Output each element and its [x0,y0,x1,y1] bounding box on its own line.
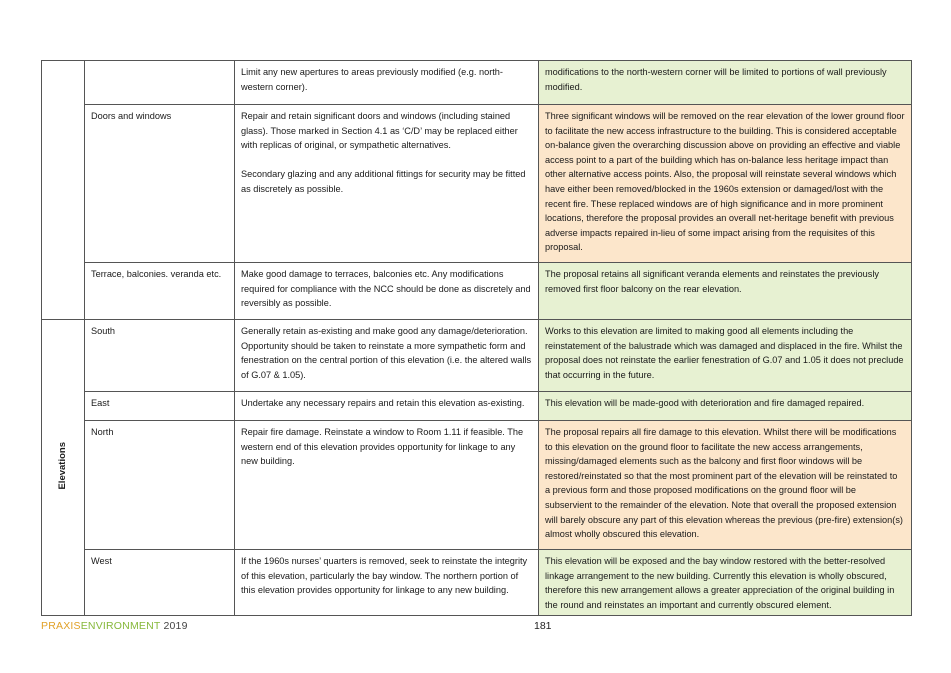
brand-name-part1: PRAXIS [41,620,81,632]
element-cell [85,61,235,105]
footer-brand [41,620,188,632]
assessment-cell: modifications to the north-western corner will be limited to portions of wall previously modified. [539,61,912,105]
policy-cell: Limit any new apertures to areas previously modified (e.g. north-western corner). [235,61,539,105]
element-cell: North [85,421,235,550]
category-label: Elevations [57,441,68,490]
policy-cell: Repair fire damage. Reinstate a window to Room 1.11 if feasible. The western end of this elevation provides opportunity for linkage to any new building. [235,421,539,550]
heritage-policy-table [41,60,912,616]
element-cell: East [85,392,235,421]
category-cell-elevations [42,320,85,616]
table-row [42,550,912,616]
policy-cell: Undertake any necessary repairs and retain this elevation as-existing. [235,392,539,421]
policy-text-secondary: Secondary glazing and any additional fittings for security may be fitted as discretely as possible. [241,169,526,194]
table-row [42,61,912,105]
category-cell-upper [42,61,85,320]
brand-name-part2: ENVIRONMENT [80,620,161,632]
table-row [42,392,912,421]
policy-text: Repair and retain significant doors and windows (including stained glass). Those marked in Section 4.1 as ‘C/D’ may be replaced either with replicas of original, or sympathetic alternatives. [241,111,518,151]
table-row [42,263,912,320]
policy-cell: If the 1960s nurses’ quarters is removed, seek to reinstate the integrity of this elevation, particularly the bay window. The northern portion of this elevation provides opportunity for linkage to any new building. [235,550,539,616]
policy-cell: Make good damage to terraces, balconies etc. Any modifications required for compliance with the NCC should be done as discretely and reversibly as possible. [235,263,539,320]
table-row [42,421,912,550]
assessment-cell: This elevation will be made-good with deterioration and fire damaged repaired. [539,392,912,421]
table-row [42,105,912,263]
assessment-cell: The proposal retains all significant veranda elements and reinstates the previously removed first floor balcony on the rear elevation. [539,263,912,320]
element-cell: Terrace, balconies. veranda etc. [85,263,235,320]
table-row [42,320,912,392]
element-cell: Doors and windows [85,105,235,263]
element-cell: West [85,550,235,616]
page-number: 181 [534,620,552,632]
policy-cell [235,105,539,263]
assessment-cell: This elevation will be exposed and the bay window restored with the better-resolved linkage arrangement to the new building. Currently this elevation is wholly obscured, therefore this new arrangement allows a greater appreciation of the original building in the round and reinstates an important and currently obscured element. [539,550,912,616]
assessment-cell: Three significant windows will be removed on the rear elevation of the lower ground floor to facilitate the new access infrastructure to the building. This is considered acceptable on-balance given the overarching discussion above on providing an effective and viable access point to a part of the building which has on-balance less heritage impact than other alternative access points. Also, the proposal will reinstate several windows which have either been removed/blocked in the 1960s extension or damaged/lost with the recent fire. These replaced windows are of high significance and in more prominent locations, therefore the proposal provides an overall net-heritage benefit with previous adverse impacts repaired in-lieu of some impact arising from the requisites of this proposal. [539,105,912,263]
footer-year: 2019 [163,620,188,632]
policy-cell: Generally retain as-existing and make good any damage/deterioration. Opportunity should be taken to reinstate a more sympathetic form and fenestration on the central portion of this elevation (i.e. the altered walls of G.07 & 1.05). [235,320,539,392]
assessment-cell: The proposal repairs all fire damage to this elevation. Whilst there will be modifications to this elevation on the ground floor to facilitate the new access arrangements, missing/damaged elements such as the balcony and first floor windows will be restored/reinstated so that the most prominent part of the elevation will be reinstated to a previous form and those proposed modifications on the ground floor will be subservient to the remainder of the elevation. Note that overall the proposed extension will barely obscure any part of this elevation whereas the previous (pre-fire) extension(s) almost wholly obscured this elevation. [539,421,912,550]
element-cell: South [85,320,235,392]
assessment-cell: Works to this elevation are limited to making good all elements including the reinstatement of the balustrade which was damaged and displaced in the fire. Whilst the proposal does not reinstate the earlier fenestration of G.07 and 1.05 it does not preclude that occurring in the future. [539,320,912,392]
